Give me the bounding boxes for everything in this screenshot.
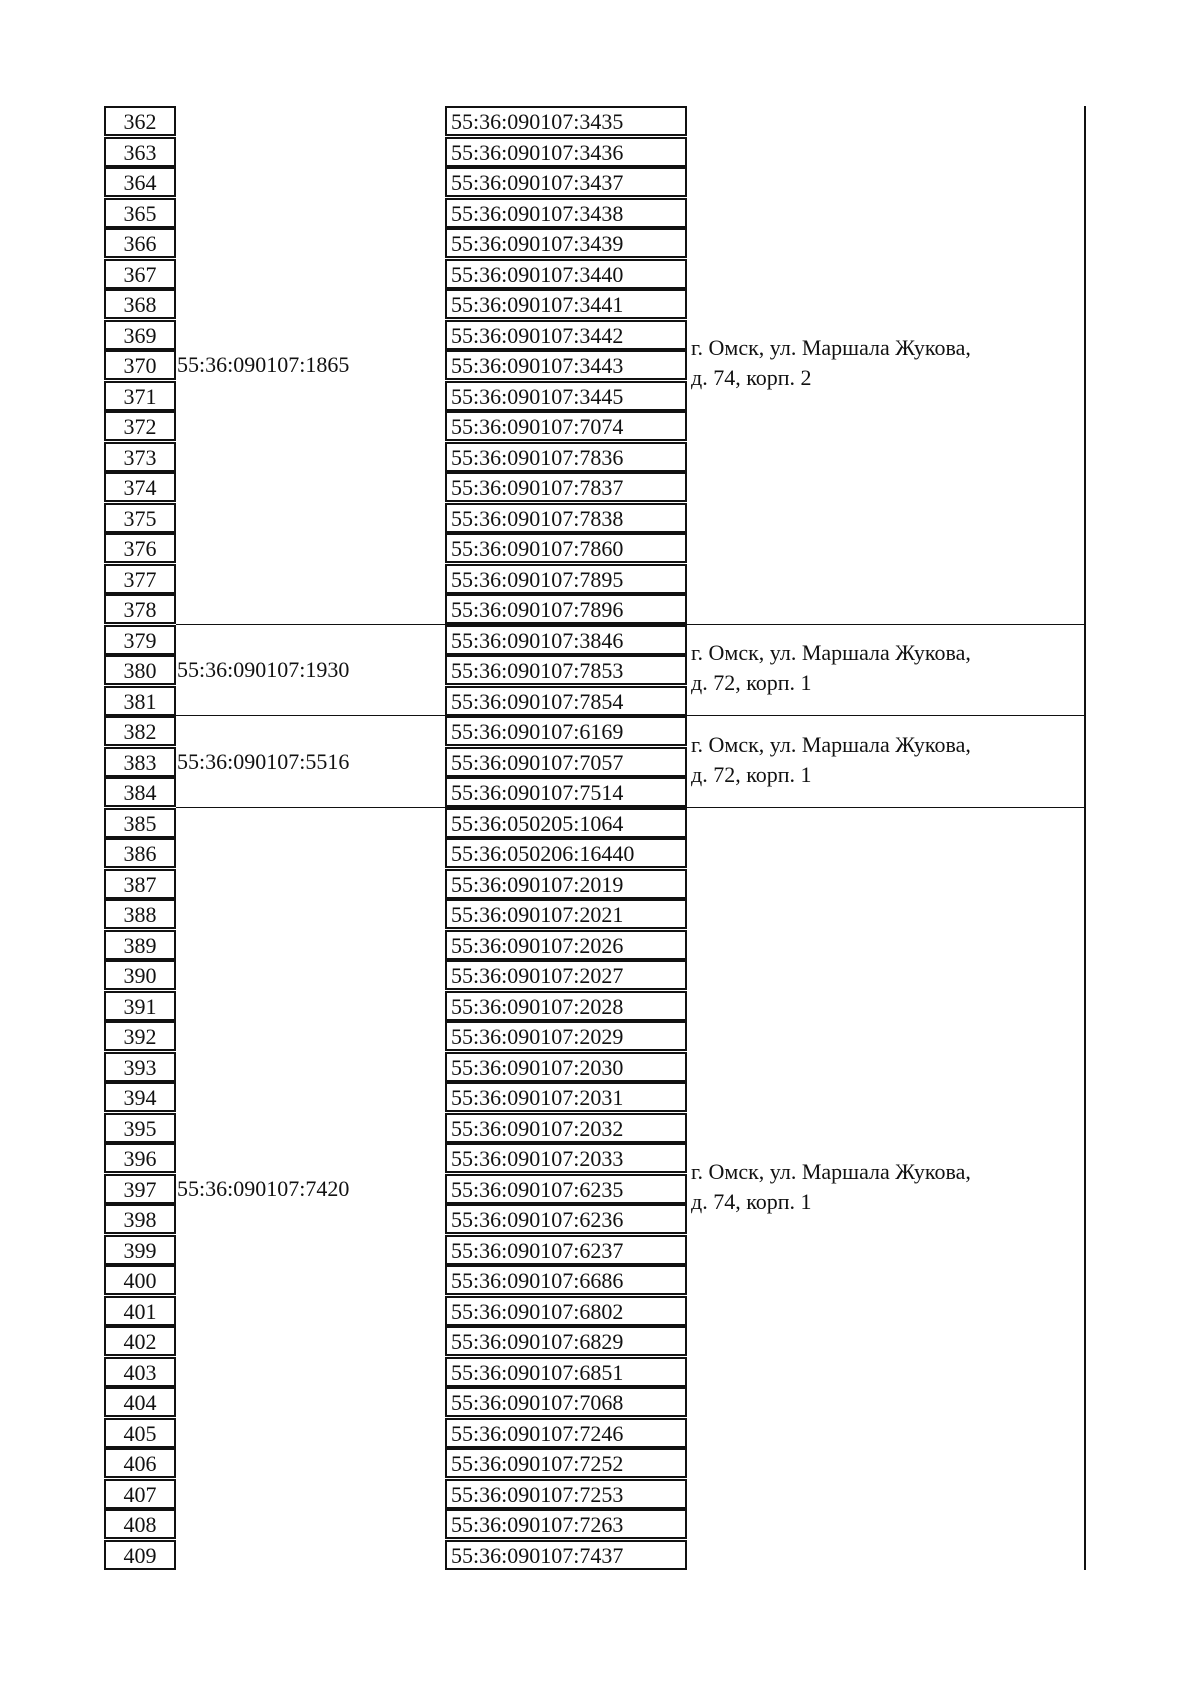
cadastral-number: 55:36:090107:7068 (445, 1387, 687, 1417)
address (687, 333, 1079, 393)
parcel-cadastral-number: 55:36:090107:1930 (177, 657, 350, 682)
cadastral-number: 55:36:090107:6236 (445, 1204, 687, 1234)
row-number: 400 (104, 1265, 176, 1295)
cadastral-number: 55:36:090107:7895 (445, 564, 687, 594)
row-number: 371 (104, 381, 176, 411)
cadastral-number: 55:36:090107:7854 (445, 686, 687, 716)
address-line: г. Омск, ул. Маршала Жукова, (691, 732, 971, 757)
row-number: 394 (104, 1082, 176, 1112)
row-number: 405 (104, 1418, 176, 1448)
address-line: г. Омск, ул. Маршала Жукова, (691, 335, 971, 360)
cadastral-number: 55:36:090107:3445 (445, 381, 687, 411)
cadastral-number: 55:36:090107:6235 (445, 1174, 687, 1204)
cadastral-number: 55:36:090107:6686 (445, 1265, 687, 1295)
row-number: 387 (104, 869, 176, 899)
cadastral-number: 55:36:090107:6169 (445, 716, 687, 746)
address (687, 638, 1079, 698)
cadastral-number: 55:36:090107:3435 (445, 106, 687, 136)
row-number: 369 (104, 320, 176, 350)
row-number: 407 (104, 1479, 176, 1509)
row-number: 382 (104, 716, 176, 746)
cadastral-number: 55:36:090107:7057 (445, 747, 687, 777)
cadastral-number: 55:36:090107:7860 (445, 533, 687, 563)
row-number: 401 (104, 1296, 176, 1326)
row-number: 374 (104, 472, 176, 502)
cadastral-number: 55:36:090107:3439 (445, 228, 687, 258)
row-number: 390 (104, 960, 176, 990)
row-number: 385 (104, 808, 176, 838)
cadastral-number: 55:36:090107:7246 (445, 1418, 687, 1448)
cadastral-number: 55:36:090107:7437 (445, 1540, 687, 1570)
address (687, 1157, 1079, 1217)
row-number: 366 (104, 228, 176, 258)
parcel-cadastral-number: 55:36:090107:1865 (177, 352, 350, 377)
row-number: 362 (104, 106, 176, 136)
row-number: 393 (104, 1052, 176, 1082)
cadastral-number: 55:36:090107:7838 (445, 503, 687, 533)
cadastral-number: 55:36:090107:2028 (445, 991, 687, 1021)
address-line: г. Омск, ул. Маршала Жукова, (691, 1159, 971, 1184)
cadastral-number: 55:36:090107:6829 (445, 1326, 687, 1356)
cadastral-number: 55:36:090107:3443 (445, 350, 687, 380)
cadastral-number: 55:36:090107:3846 (445, 625, 687, 655)
row-number: 396 (104, 1143, 176, 1173)
row-number: 389 (104, 930, 176, 960)
row-number: 370 (104, 350, 176, 380)
address-line: д. 72, корп. 1 (691, 670, 812, 695)
row-number: 383 (104, 747, 176, 777)
right-border (1084, 106, 1086, 1570)
cadastral-number: 55:36:090107:3442 (445, 320, 687, 350)
row-number: 379 (104, 625, 176, 655)
address-line: г. Омск, ул. Маршала Жукова, (691, 640, 971, 665)
row-number: 381 (104, 686, 176, 716)
cadastral-number: 55:36:090107:7896 (445, 594, 687, 624)
row-number: 384 (104, 777, 176, 807)
address-line: д. 72, корп. 1 (691, 762, 812, 787)
cadastral-number: 55:36:090107:6237 (445, 1235, 687, 1265)
row-number: 377 (104, 564, 176, 594)
cadastral-number: 55:36:050205:1064 (445, 808, 687, 838)
cadastral-number: 55:36:090107:7253 (445, 1479, 687, 1509)
cadastral-number: 55:36:090107:7252 (445, 1448, 687, 1478)
row-number: 388 (104, 899, 176, 929)
cadastral-number: 55:36:090107:7836 (445, 442, 687, 472)
parcel-cadastral-number: 55:36:090107:5516 (177, 749, 350, 774)
cadastral-number: 55:36:090107:2027 (445, 960, 687, 990)
row-number: 372 (104, 411, 176, 441)
address (687, 730, 1079, 790)
row-number: 391 (104, 991, 176, 1021)
cadastral-number: 55:36:090107:7074 (445, 411, 687, 441)
cadastral-number: 55:36:090107:2019 (445, 869, 687, 899)
cadastral-number: 55:36:090107:3438 (445, 198, 687, 228)
row-number: 404 (104, 1387, 176, 1417)
cadastral-number: 55:36:090107:7837 (445, 472, 687, 502)
cadastral-number: 55:36:090107:3436 (445, 137, 687, 167)
row-number: 376 (104, 533, 176, 563)
cadastral-number: 55:36:090107:2033 (445, 1143, 687, 1173)
row-number: 375 (104, 503, 176, 533)
address-line: д. 74, корп. 2 (691, 365, 812, 390)
cadastral-number: 55:36:090107:3437 (445, 167, 687, 197)
row-number: 408 (104, 1509, 176, 1539)
cadastral-number: 55:36:090107:7514 (445, 777, 687, 807)
cadastral-number: 55:36:090107:3440 (445, 259, 687, 289)
address-line: д. 74, корп. 1 (691, 1189, 812, 1214)
row-number: 368 (104, 289, 176, 319)
row-number: 378 (104, 594, 176, 624)
row-number: 406 (104, 1448, 176, 1478)
cadastral-number: 55:36:090107:3441 (445, 289, 687, 319)
row-number: 397 (104, 1174, 176, 1204)
cadastral-number: 55:36:090107:2029 (445, 1021, 687, 1051)
row-number: 386 (104, 838, 176, 868)
row-number: 395 (104, 1113, 176, 1143)
row-number: 365 (104, 198, 176, 228)
row-number: 363 (104, 137, 176, 167)
row-number: 364 (104, 167, 176, 197)
row-number: 392 (104, 1021, 176, 1051)
cadastral-number: 55:36:090107:6802 (445, 1296, 687, 1326)
cadastral-number: 55:36:090107:2031 (445, 1082, 687, 1112)
cadastral-number: 55:36:090107:7263 (445, 1509, 687, 1539)
row-number: 399 (104, 1235, 176, 1265)
row-number: 403 (104, 1357, 176, 1387)
row-number: 367 (104, 259, 176, 289)
row-number: 402 (104, 1326, 176, 1356)
row-number: 398 (104, 1204, 176, 1234)
cadastral-number: 55:36:090107:2021 (445, 899, 687, 929)
parcel-cadastral-number: 55:36:090107:7420 (177, 1176, 350, 1201)
cadastral-number: 55:36:090107:2032 (445, 1113, 687, 1143)
cadastral-number: 55:36:090107:7853 (445, 655, 687, 685)
row-number: 409 (104, 1540, 176, 1570)
cadastral-number: 55:36:090107:2026 (445, 930, 687, 960)
row-number: 373 (104, 442, 176, 472)
cadastral-number: 55:36:090107:6851 (445, 1357, 687, 1387)
cadastral-number: 55:36:090107:2030 (445, 1052, 687, 1082)
row-number: 380 (104, 655, 176, 685)
cadastral-number: 55:36:050206:16440 (445, 838, 687, 868)
